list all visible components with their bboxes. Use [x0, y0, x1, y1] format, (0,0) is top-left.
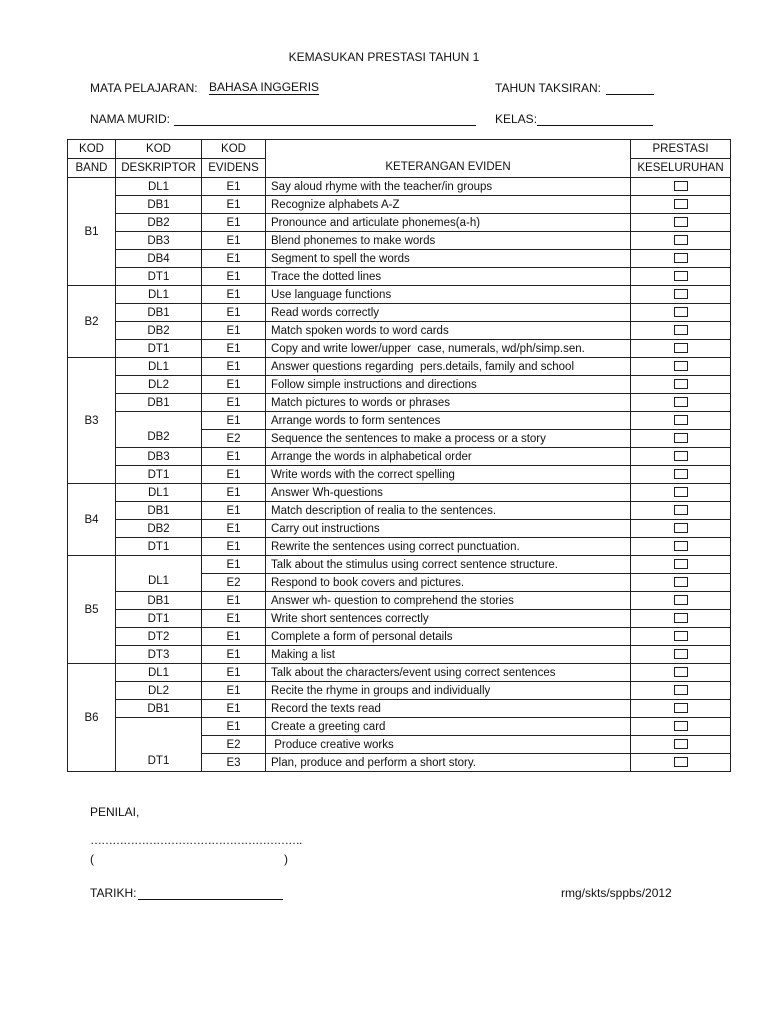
name-field[interactable] [174, 112, 476, 126]
band-cell: B1 [68, 178, 116, 286]
evidence-description-cell: Say aloud rhyme with the teacher/in groups [266, 178, 631, 196]
descriptor-cell: DB2 [116, 412, 202, 448]
table-row [68, 250, 731, 268]
col-pres-header-2: KESELURUHAN [631, 159, 731, 178]
evidence-code-cell: E1 [202, 394, 266, 412]
table-row [68, 232, 731, 250]
evidence-code-cell: E1 [202, 286, 266, 304]
prestasi-cell [631, 340, 731, 358]
prestasi-checkbox[interactable] [674, 721, 688, 731]
table-row [68, 520, 731, 538]
table-row [68, 214, 731, 232]
prestasi-checkbox[interactable] [674, 469, 688, 479]
evidence-code-cell: E1 [202, 592, 266, 610]
descriptor-cell: DB1 [116, 304, 202, 322]
evidence-code-cell: E2 [202, 574, 266, 592]
table-row [68, 286, 731, 304]
descriptor-cell: DT1 [116, 718, 202, 772]
evidence-code-cell: E1 [202, 376, 266, 394]
prestasi-cell [631, 232, 731, 250]
descriptor-cell: DL1 [116, 358, 202, 376]
table-row [68, 466, 731, 484]
prestasi-cell [631, 466, 731, 484]
evidence-code-cell: E1 [202, 556, 266, 574]
table-body [68, 178, 731, 772]
prestasi-checkbox[interactable] [674, 289, 688, 299]
band-cell: B6 [68, 664, 116, 772]
table-row [68, 610, 731, 628]
prestasi-checkbox[interactable] [674, 451, 688, 461]
band-cell: B3 [68, 358, 116, 484]
prestasi-checkbox[interactable] [674, 361, 688, 371]
class-label: KELAS: [495, 112, 538, 126]
prestasi-checkbox[interactable] [674, 487, 688, 497]
prestasi-cell [631, 484, 731, 502]
col-evid-header-1: KOD [202, 140, 266, 159]
prestasi-cell [631, 448, 731, 466]
prestasi-cell [631, 358, 731, 376]
evidence-description-cell: Match spoken words to word cards [266, 322, 631, 340]
table-row [68, 322, 731, 340]
table-row [68, 304, 731, 322]
col-band-header-2: BAND [68, 159, 116, 178]
table-row [68, 412, 731, 430]
evidence-code-cell: E1 [202, 700, 266, 718]
signature-dots: …………………………………………………. [90, 833, 302, 847]
evidence-code-cell: E2 [202, 736, 266, 754]
table-row [68, 448, 731, 466]
evidence-description-cell: Recite the rhyme in groups and individually [266, 682, 631, 700]
header-row-1 [68, 140, 731, 159]
descriptor-cell: DB1 [116, 592, 202, 610]
prestasi-checkbox[interactable] [674, 433, 688, 443]
evidence-code-cell: E1 [202, 196, 266, 214]
evidence-description-cell: Write words with the correct spelling [266, 466, 631, 484]
prestasi-checkbox[interactable] [674, 343, 688, 353]
evidence-description-cell: Carry out instructions [266, 520, 631, 538]
prestasi-cell [631, 718, 731, 736]
col-band-header-1: KOD [68, 140, 116, 159]
evidence-description-cell: Answer Wh-questions [266, 484, 631, 502]
prestasi-cell [631, 520, 731, 538]
table-row [68, 592, 731, 610]
evidence-code-cell: E1 [202, 304, 266, 322]
evidence-code-cell: E1 [202, 718, 266, 736]
prestasi-checkbox[interactable] [674, 325, 688, 335]
prestasi-checkbox[interactable] [674, 505, 688, 515]
descriptor-cell: DT3 [116, 646, 202, 664]
table-row [68, 700, 731, 718]
descriptor-cell: DB4 [116, 250, 202, 268]
descriptor-cell: DB3 [116, 232, 202, 250]
descriptor-cell: DT1 [116, 538, 202, 556]
evidence-description-cell: Create a greeting card [266, 718, 631, 736]
prestasi-cell [631, 736, 731, 754]
table-row [68, 394, 731, 412]
evidence-description-cell: Record the texts read [266, 700, 631, 718]
prestasi-cell [631, 430, 731, 448]
col-ket-header: KETERANGAN EVIDEN [266, 140, 631, 178]
descriptor-cell: DT2 [116, 628, 202, 646]
table-row [68, 358, 731, 376]
evidence-description-cell: Sequence the sentences to make a process or a story [266, 430, 631, 448]
evidence-code-cell: E1 [202, 340, 266, 358]
evidence-description-cell: Read words correctly [266, 304, 631, 322]
evidence-code-cell: E1 [202, 448, 266, 466]
evidence-description-cell: Segment to spell the words [266, 250, 631, 268]
evidence-description-cell: Write short sentences correctly [266, 610, 631, 628]
assessor-label: PENILAI, [90, 805, 140, 819]
evidence-description-cell: Making a list [266, 646, 631, 664]
prestasi-checkbox[interactable] [674, 379, 688, 389]
prestasi-checkbox[interactable] [674, 523, 688, 533]
evidence-description-cell: Pronounce and articulate phonemes(a-h) [266, 214, 631, 232]
prestasi-cell [631, 250, 731, 268]
evidence-description-cell: Trace the dotted lines [266, 268, 631, 286]
evidence-description-cell: Rewrite the sentences using correct punctuation. [266, 538, 631, 556]
descriptor-cell: DL1 [116, 286, 202, 304]
table-row [68, 340, 731, 358]
table-row [68, 538, 731, 556]
col-desc-header-1: KOD [116, 140, 202, 159]
descriptor-cell: DL2 [116, 376, 202, 394]
evidence-code-cell: E1 [202, 268, 266, 286]
evidence-description-cell: Answer questions regarding pers.details, family and school [266, 358, 631, 376]
prestasi-cell [631, 268, 731, 286]
descriptor-cell: DB2 [116, 520, 202, 538]
evidence-description-cell: Produce creative works [266, 736, 631, 754]
col-desc-header-2: DESKRIPTOR [116, 159, 202, 178]
evidence-description-cell: Copy and write lower/upper case, numerals, wd/ph/simp.sen. [266, 340, 631, 358]
date-field[interactable] [138, 886, 283, 900]
evidence-description-cell: Follow simple instructions and directions [266, 376, 631, 394]
prestasi-cell [631, 304, 731, 322]
prestasi-checkbox[interactable] [674, 703, 688, 713]
date-label: TARIKH: [90, 886, 137, 900]
descriptor-cell: DL1 [116, 664, 202, 682]
evidence-description-cell: Match pictures to words or phrases [266, 394, 631, 412]
evidence-description-cell: Complete a form of personal details [266, 628, 631, 646]
evidence-code-cell: E1 [202, 214, 266, 232]
table-row [68, 646, 731, 664]
evidence-description-cell: Arrange the words in alphabetical order [266, 448, 631, 466]
descriptor-cell: DL1 [116, 484, 202, 502]
descriptor-cell: DT1 [116, 268, 202, 286]
evidence-description-cell: Recognize alphabets A-Z [266, 196, 631, 214]
prestasi-checkbox[interactable] [674, 577, 688, 587]
prestasi-checkbox[interactable] [674, 685, 688, 695]
class-field[interactable] [537, 112, 653, 126]
subject-label: MATA PELAJARAN: [90, 81, 198, 95]
band-cell: B5 [68, 556, 116, 664]
table-row [68, 376, 731, 394]
evidence-code-cell: E2 [202, 430, 266, 448]
name-label: NAMA MURID: [90, 112, 171, 126]
table-row [68, 196, 731, 214]
prestasi-cell [631, 196, 731, 214]
paren-open: ( [90, 852, 94, 866]
prestasi-checkbox[interactable] [674, 415, 688, 425]
evidence-code-cell: E1 [202, 322, 266, 340]
evidence-description-cell: Blend phonemes to make words [266, 232, 631, 250]
prestasi-cell [631, 394, 731, 412]
evidence-code-cell: E1 [202, 610, 266, 628]
evidence-code-cell: E1 [202, 466, 266, 484]
descriptor-cell: DB1 [116, 394, 202, 412]
prestasi-cell [631, 574, 731, 592]
descriptor-cell: DT1 [116, 466, 202, 484]
prestasi-cell [631, 628, 731, 646]
table-row [68, 682, 731, 700]
descriptor-cell: DB1 [116, 502, 202, 520]
prestasi-cell [631, 214, 731, 232]
evidence-code-cell: E3 [202, 754, 266, 772]
prestasi-checkbox[interactable] [674, 649, 688, 659]
prestasi-cell [631, 376, 731, 394]
table-row [68, 484, 731, 502]
prestasi-checkbox[interactable] [674, 181, 688, 191]
prestasi-cell [631, 322, 731, 340]
band-cell: B4 [68, 484, 116, 556]
prestasi-checkbox[interactable] [674, 541, 688, 551]
prestasi-checkbox[interactable] [674, 595, 688, 605]
prestasi-checkbox[interactable] [674, 235, 688, 245]
table-row [68, 556, 731, 574]
prestasi-cell [631, 682, 731, 700]
descriptor-cell: DB2 [116, 214, 202, 232]
prestasi-checkbox[interactable] [674, 757, 688, 767]
prestasi-checkbox[interactable] [674, 217, 688, 227]
prestasi-checkbox[interactable] [674, 253, 688, 263]
table-row [68, 178, 731, 196]
prestasi-cell [631, 664, 731, 682]
prestasi-cell [631, 592, 731, 610]
evidence-code-cell: E1 [202, 646, 266, 664]
col-pres-header-1: PRESTASI [631, 140, 731, 159]
table-row [68, 628, 731, 646]
band-cell: B2 [68, 286, 116, 358]
table-row [68, 664, 731, 682]
evidence-description-cell: Use language functions [266, 286, 631, 304]
prestasi-checkbox[interactable] [674, 739, 688, 749]
evidence-code-cell: E1 [202, 232, 266, 250]
evidence-description-cell: Answer wh- question to comprehend the stories [266, 592, 631, 610]
evidence-description-cell: Plan, produce and perform a short story. [266, 754, 631, 772]
descriptor-cell: DB2 [116, 322, 202, 340]
evidence-description-cell: Talk about the characters/event using correct sentences [266, 664, 631, 682]
descriptor-cell: DT1 [116, 340, 202, 358]
table-row [68, 268, 731, 286]
descriptor-cell: DL1 [116, 556, 202, 592]
descriptor-cell: DB3 [116, 448, 202, 466]
prestasi-checkbox[interactable] [674, 199, 688, 209]
evidence-code-cell: E1 [202, 628, 266, 646]
subject-value: BAHASA INGGERIS [209, 80, 320, 94]
col-evid-header-2: EVIDENS [202, 159, 266, 178]
evidence-code-cell: E1 [202, 664, 266, 682]
evidence-table [67, 139, 731, 772]
descriptor-cell: DB1 [116, 196, 202, 214]
prestasi-cell [631, 286, 731, 304]
evidence-description-cell: Respond to book covers and pictures. [266, 574, 631, 592]
descriptor-cell: DT1 [116, 610, 202, 628]
prestasi-checkbox[interactable] [674, 667, 688, 677]
evidence-code-cell: E1 [202, 250, 266, 268]
evidence-code-cell: E1 [202, 682, 266, 700]
prestasi-checkbox[interactable] [674, 307, 688, 317]
descriptor-cell: DB1 [116, 700, 202, 718]
descriptor-cell: DL2 [116, 682, 202, 700]
form-code: rmg/skts/sppbs/2012 [561, 886, 672, 900]
evidence-code-cell: E1 [202, 502, 266, 520]
evidence-code-cell: E1 [202, 358, 266, 376]
evidence-code-cell: E1 [202, 484, 266, 502]
table-row [68, 718, 731, 736]
prestasi-cell [631, 502, 731, 520]
prestasi-checkbox[interactable] [674, 631, 688, 641]
table-row [68, 502, 731, 520]
prestasi-checkbox[interactable] [674, 271, 688, 281]
evidence-code-cell: E1 [202, 538, 266, 556]
prestasi-cell [631, 754, 731, 772]
evidence-description-cell: Talk about the stimulus using correct sentence structure. [266, 556, 631, 574]
prestasi-checkbox[interactable] [674, 397, 688, 407]
prestasi-cell [631, 556, 731, 574]
evidence-code-cell: E1 [202, 178, 266, 196]
paren-close: ) [284, 852, 288, 866]
prestasi-cell [631, 646, 731, 664]
prestasi-cell [631, 412, 731, 430]
evidence-description-cell: Arrange words to form sentences [266, 412, 631, 430]
prestasi-checkbox[interactable] [674, 559, 688, 569]
prestasi-cell [631, 610, 731, 628]
year-field[interactable] [606, 81, 654, 95]
evidence-code-cell: E1 [202, 412, 266, 430]
prestasi-checkbox[interactable] [674, 613, 688, 623]
prestasi-cell [631, 178, 731, 196]
evidence-code-cell: E1 [202, 520, 266, 538]
prestasi-cell [631, 700, 731, 718]
evidence-description-cell: Match description of realia to the sentences. [266, 502, 631, 520]
descriptor-cell: DL1 [116, 178, 202, 196]
prestasi-cell [631, 538, 731, 556]
page-title: KEMASUKAN PRESTASI TAHUN 1 [288, 50, 480, 64]
year-label: TAHUN TAKSIRAN: [495, 81, 602, 95]
